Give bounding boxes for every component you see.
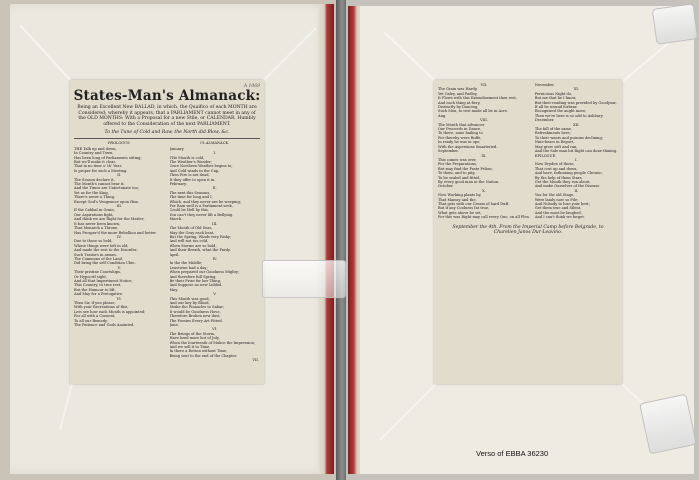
verse-line: IV. xyxy=(212,256,218,261)
verse-line: And we sell it to Time, xyxy=(169,345,211,350)
verse-line: When Storms are so bold, xyxy=(169,243,217,248)
verse-line: The time for long and I; xyxy=(169,195,213,200)
verse-line: Then we're here is so odd to Ashbury. xyxy=(534,113,604,118)
verse-line: VI. xyxy=(212,327,218,332)
verse-line: And all that Impertinent Notice; xyxy=(74,278,133,283)
verse-line: Refreshments here, xyxy=(534,131,571,136)
verse-line: Get them true and Silent, xyxy=(534,206,582,211)
verse-columns xyxy=(70,139,264,358)
verse-line: And I can't think we forget. xyxy=(534,215,585,220)
verse-line: EPILOGUE. xyxy=(534,153,557,158)
verse-line: And their Breath, what the Pardy. xyxy=(169,248,231,253)
verse-line: Nine-bears in Report, xyxy=(534,140,575,145)
verse-line: Yet Galey, and Padley, xyxy=(438,91,478,96)
verse-line: Aug. xyxy=(438,113,447,118)
corner-clip-bottom[interactable] xyxy=(639,394,697,455)
pencil-shelfmark: A 1069 xyxy=(243,84,260,89)
broadside-recto xyxy=(70,80,264,384)
verse-line: Get the Month they run about, xyxy=(534,179,591,184)
verse-line: You for the old Stage, xyxy=(534,193,575,198)
verse-line: The Month of Old Seas, xyxy=(169,226,213,231)
verse-line: Were lamly now so Pile; xyxy=(534,197,579,202)
verse-line: Due to those so bold, xyxy=(74,239,113,244)
verse-line: Leastwise had a day; xyxy=(169,265,208,270)
verse-line: THE Talk up and down, xyxy=(74,146,117,151)
verse-line: That Monarch a Throne, xyxy=(74,226,119,231)
verse-line: Except God's Vengeance upon Him. xyxy=(74,199,139,204)
verse-line: Is proper for such a Meeting. xyxy=(74,168,128,173)
verse-line: Being sent to the end of the Chapter. xyxy=(169,353,237,358)
verse-line: Strike the Pinnacles to Sabar; xyxy=(169,305,225,310)
verse-line: This Month was good, xyxy=(169,296,210,301)
verse-line: The Poesies Every Art Fitted. xyxy=(169,318,223,323)
verse-line: But we'll make it clear, xyxy=(74,160,116,164)
verse-column-left xyxy=(74,139,165,358)
image-caption: Verso of EBBA 36230 xyxy=(476,449,549,458)
verse-line: You can't they never lift a Bellying. xyxy=(169,212,234,217)
verse-line: The Commons of the Land, xyxy=(74,256,124,261)
verse-line: In there a Rotton without Time, xyxy=(169,349,228,354)
verse-line: May. xyxy=(169,287,179,292)
verse-line: And Cold winds in the Cup, xyxy=(169,168,220,173)
verse-line: Has been long of Parliaments sitting; xyxy=(74,155,142,160)
verse-line: XI. xyxy=(573,87,579,92)
verse-line: And our key by Blood, xyxy=(169,301,210,305)
verse-line: April. xyxy=(169,252,180,257)
verse-line: May grow soft and ran, xyxy=(534,144,578,149)
verse-line: In Country and Town, xyxy=(74,151,114,156)
verse-line: Did bring the self Condition Ubie. xyxy=(74,261,136,266)
broadside-verso xyxy=(434,80,622,384)
verse-line: XII. xyxy=(573,122,580,127)
verse-line: It would be Goodness Hove, xyxy=(169,309,221,314)
verse-line: IX. xyxy=(481,153,487,158)
verse-line: And the Sale man hit Right can done thining. xyxy=(534,149,618,154)
verse-line: But may find the Paste Pelion; xyxy=(438,166,493,171)
verse-line: To them, and to pity, xyxy=(438,171,476,176)
verse-line: And May for a Pretogative. xyxy=(74,292,124,297)
verse-line: Could be Hell by this, xyxy=(169,208,209,213)
verse-line: Pernicious Night do, xyxy=(534,91,573,96)
verse-line: Therefore Broken new dust, xyxy=(169,314,221,319)
corner-clip-top[interactable] xyxy=(652,3,699,44)
verse-line: THe Month is cold, xyxy=(169,155,205,160)
verse-line: Now Working plants by, xyxy=(438,193,482,198)
verse-line: II. xyxy=(574,188,579,193)
broadside-title: States-Man's Almanack: xyxy=(73,88,261,104)
verse-line: Our Aspirations fight, xyxy=(74,212,114,217)
broadside-subtitle: Being an Excellent New BALLAD, in which, the Quaifico of each MONTH are Considered; whereby it appears, that a PARLIAMENT cannot meet in any of the OLD MONTHS: With a Proposal for a new Stile, or CALENDAR, Humbly offered to the Consideration of the next PARLIAMENT. xyxy=(77,105,257,127)
verse-line: For thereby were Boffe, xyxy=(438,135,482,140)
verse-line: Have bred more hot of July, xyxy=(169,336,220,341)
verse-line: Which, and they never are be weeping; xyxy=(169,199,241,204)
verse-line: What gets above be set, xyxy=(438,210,482,215)
verse-lines xyxy=(170,147,261,359)
verse-line: And have, fathoming people Chronic; xyxy=(534,171,603,176)
verse-line: VIII. xyxy=(479,118,488,123)
verse-line: V. xyxy=(213,292,217,297)
verse-line: There's never a Thing, xyxy=(74,195,116,200)
verse-line: And each thing at fiery, xyxy=(438,100,481,105)
verse-line: That in no time o' th' Year, xyxy=(74,164,122,169)
verse-line: September. xyxy=(438,149,459,154)
verse-line: March. xyxy=(169,217,183,222)
verse-line: With your Recreations of this, xyxy=(74,305,129,310)
verse-line: It they offer to open it in. xyxy=(169,177,216,182)
verse-line: And make Ourselves of the Disease. xyxy=(534,184,601,189)
verse-line: To be sealed and fitted, xyxy=(438,175,481,180)
verse-line: Yet as for the King, xyxy=(74,190,109,195)
verse-line: Then Sir, if you please, xyxy=(74,301,116,305)
verse-line: Such Traitors in armes, xyxy=(74,252,117,257)
verse-columns xyxy=(434,80,622,220)
verse-line: That Mamsy and the, xyxy=(438,197,477,202)
verse-line: December. xyxy=(534,118,555,123)
verse-line: October. xyxy=(438,184,454,189)
verse-line: In the the Middle; xyxy=(169,261,203,266)
verse-line: It Flows with this Extendisement then rest, xyxy=(438,96,517,101)
verse-line: June. xyxy=(169,323,179,328)
verse-line: That cost up and down, xyxy=(534,166,578,171)
verse-line: And made the rest to the Disorder; xyxy=(74,248,138,253)
verse-line: In ready he was in ope, xyxy=(438,140,481,145)
verse-line: Lets see how each Month is appointed; xyxy=(74,309,146,314)
verse-line: This comes was over, xyxy=(438,157,477,162)
verse-line: Whose things were left in old, xyxy=(74,243,129,248)
verse-line: The Weather's Wonder; xyxy=(169,160,213,164)
verse-line: The Patience and Gods Anointed. xyxy=(74,323,135,328)
verse-line: November. xyxy=(534,83,555,87)
verse-line: With the Aspersions Smarteried. xyxy=(438,144,498,149)
verse-line: But me that he I know, xyxy=(534,96,577,101)
verse-line: And therefore full Spring, xyxy=(169,274,217,279)
verse-line: The Month that advances xyxy=(438,122,485,127)
catchword: VII. xyxy=(252,358,259,363)
verse-line: Has Prosper'd the more Rebellion and better. xyxy=(74,230,157,235)
verse-line: For this was Right may call every Quo, on all Plea. xyxy=(438,215,530,220)
column-heading: PROLOGUS. xyxy=(107,141,131,146)
verse-line: For the Preparations, xyxy=(438,162,477,167)
verse-line: III. xyxy=(116,204,122,209)
verse-line: And the Times are Unfortunate too; xyxy=(74,186,140,191)
verse-line: The Season declare it, xyxy=(74,177,115,182)
verse-line: By the help of them Stars, xyxy=(534,175,583,180)
verse-line: For Rain well is a Parliament seek, xyxy=(169,204,233,209)
verse-line: And think we are Right for the Matter; xyxy=(74,217,145,222)
verse-line: Their pristine Courtships, xyxy=(74,270,122,275)
verse-line: To their wants and poisons declining; xyxy=(534,135,604,140)
verse-column-left xyxy=(438,83,530,220)
verse-line: Our Proceeds in Dance, xyxy=(438,127,482,132)
verse-line: If all be wound forbear, xyxy=(534,105,578,110)
verse-line: Be their Prize for her Thing, xyxy=(169,278,222,283)
verse-line: The Month's cannot bear it, xyxy=(74,182,125,187)
verse-line: By every good man in the Nation. xyxy=(438,179,500,184)
verse-line: X. xyxy=(482,188,486,193)
verse-line: When the fourteenth of Malice the Impression; xyxy=(169,340,256,345)
verse-line: But their reading was provided by Goodyear, xyxy=(534,100,617,105)
verse-line: II. xyxy=(212,186,217,191)
verse-line: III. xyxy=(212,221,218,226)
verse-line: V. xyxy=(117,265,121,270)
verse-line: IV. xyxy=(116,234,122,239)
verse-line: To all our Remedy, xyxy=(74,318,108,323)
verse-line: Then Fire is not dead, xyxy=(169,173,210,178)
verse-line: Now Dryden of those, xyxy=(534,162,575,167)
verse-line: I. xyxy=(575,157,578,162)
verse-column-right xyxy=(170,139,261,358)
verse-lines xyxy=(74,147,165,328)
verse-line: The fall of the same, xyxy=(534,127,573,132)
imprint-line: September the 4th. From the Imperial Camp before Belgrade, to Charelien Janos Dur-Leavino. xyxy=(452,224,604,236)
verse-line: The Grain was Hardy, xyxy=(438,87,478,92)
verse-line: II. xyxy=(117,173,122,178)
verse-line: VI. xyxy=(116,296,122,301)
verse-line: And Nobody to lose your best; xyxy=(534,201,590,206)
verse-line: February. xyxy=(169,182,187,187)
verse-line: If the Cabbal in Grain, xyxy=(74,208,115,213)
verse-line: But the Humour to lift, xyxy=(74,287,116,292)
verse-line: And the must be laughed, xyxy=(534,210,582,215)
verse-line: And Suppose no new Lidded. xyxy=(169,283,223,288)
verse-line: Recognized the aught more, xyxy=(534,109,587,114)
verse-line: But the Spring, Winds very Risky; xyxy=(169,234,232,239)
verse-line: That gets with our Cream of hard Duff, xyxy=(438,201,510,206)
verse-line: Such Men, to rest made all be in Acre. xyxy=(438,109,509,114)
verse-line: January. xyxy=(169,146,185,151)
page-turn-tab[interactable] xyxy=(262,260,346,298)
verse-line: VII. xyxy=(480,83,488,87)
verse-line: Once Northern Weather begins to; xyxy=(169,164,233,169)
verse-line: The Beings of the Storm, xyxy=(169,331,216,336)
verse-line: I. xyxy=(213,151,217,156)
verse-line: And will not too cold, xyxy=(169,239,209,244)
verse-line: It has never been known, xyxy=(74,221,121,226)
column-heading: Ut ALMANACK. xyxy=(200,141,230,146)
verse-column-right xyxy=(535,83,618,220)
verse-line: For all with a Consent, xyxy=(74,314,116,319)
verse-line: When prepared our Goodness Mighty; xyxy=(169,270,240,275)
verse-line: Distinctly by Dancing, xyxy=(438,105,479,110)
verse-line: To there, none hailing to xyxy=(438,131,483,136)
verse-line: Or Hypocrif sight, xyxy=(74,274,107,279)
tune-direction: To the Tune of Cold and Raw, the North did Blow, &c. xyxy=(104,130,230,136)
verse-line: But if any Coolness fat true, xyxy=(438,206,490,211)
verse-line: The next this Seasons, xyxy=(169,190,211,195)
verse-line: This Country, to true rest, xyxy=(74,283,122,288)
verse-line: May the Gray each beat, xyxy=(169,230,215,235)
